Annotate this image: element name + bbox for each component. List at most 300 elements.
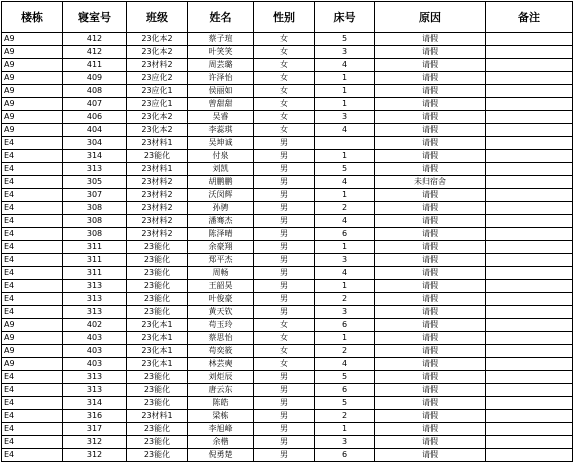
class-cell: 23能化 bbox=[127, 423, 188, 436]
notes-cell bbox=[486, 202, 573, 215]
building-cell: E4 bbox=[2, 150, 63, 163]
room-cell: 402 bbox=[63, 319, 127, 332]
class-cell: 23化本2 bbox=[127, 33, 188, 46]
gender-cell: 女 bbox=[254, 124, 315, 137]
bed-cell: 4 bbox=[315, 267, 375, 280]
name-cell: 周畅 bbox=[188, 267, 254, 280]
gender-cell: 男 bbox=[254, 306, 315, 319]
reason-cell: 请假 bbox=[375, 306, 486, 319]
room-cell: 409 bbox=[63, 72, 127, 85]
name-cell: 周芸璐 bbox=[188, 59, 254, 72]
notes-cell bbox=[486, 423, 573, 436]
bed-cell: 2 bbox=[315, 202, 375, 215]
building-cell: E4 bbox=[2, 241, 63, 254]
reason-cell: 请假 bbox=[375, 85, 486, 98]
bed-cell: 5 bbox=[315, 397, 375, 410]
building-cell: A9 bbox=[2, 85, 63, 98]
gender-cell: 女 bbox=[254, 46, 315, 59]
name-cell: 许泽怡 bbox=[188, 72, 254, 85]
notes-cell bbox=[486, 293, 573, 306]
bed-cell: 1 bbox=[315, 241, 375, 254]
building-cell: E4 bbox=[2, 280, 63, 293]
building-cell: E4 bbox=[2, 176, 63, 189]
table-row bbox=[2, 98, 573, 111]
class-cell: 23能化 bbox=[127, 371, 188, 384]
name-cell: 刘炬辰 bbox=[188, 371, 254, 384]
table-row bbox=[2, 111, 573, 124]
bed-cell: 1 bbox=[315, 189, 375, 202]
bed-cell: 3 bbox=[315, 306, 375, 319]
building-cell: E4 bbox=[2, 371, 63, 384]
class-cell: 23化本2 bbox=[127, 111, 188, 124]
table-row bbox=[2, 293, 573, 306]
gender-cell: 女 bbox=[254, 332, 315, 345]
reason-cell: 请假 bbox=[375, 189, 486, 202]
building-cell: A9 bbox=[2, 111, 63, 124]
name-cell: 曾甜甜 bbox=[188, 98, 254, 111]
gender-cell: 男 bbox=[254, 228, 315, 241]
table-row bbox=[2, 397, 573, 410]
gender-cell: 女 bbox=[254, 319, 315, 332]
table-row bbox=[2, 332, 573, 345]
class-cell: 23材料1 bbox=[127, 137, 188, 150]
notes-cell bbox=[486, 228, 573, 241]
class-cell: 23能化 bbox=[127, 150, 188, 163]
room-cell: 313 bbox=[63, 163, 127, 176]
room-cell: 311 bbox=[63, 254, 127, 267]
reason-cell: 请假 bbox=[375, 397, 486, 410]
class-cell: 23能化 bbox=[127, 436, 188, 449]
notes-cell bbox=[486, 46, 573, 59]
class-cell: 23材料2 bbox=[127, 59, 188, 72]
room-cell: 305 bbox=[63, 176, 127, 189]
reason-cell: 请假 bbox=[375, 423, 486, 436]
reason-cell: 请假 bbox=[375, 293, 486, 306]
name-cell: 蔡子瑄 bbox=[188, 33, 254, 46]
class-cell: 23材料2 bbox=[127, 176, 188, 189]
table-row bbox=[2, 46, 573, 59]
class-cell: 23能化 bbox=[127, 241, 188, 254]
room-cell: 403 bbox=[63, 358, 127, 371]
building-cell: E4 bbox=[2, 137, 63, 150]
bed-cell: 3 bbox=[315, 46, 375, 59]
gender-cell: 男 bbox=[254, 410, 315, 423]
class-cell: 23化本1 bbox=[127, 358, 188, 371]
table-row bbox=[2, 358, 573, 371]
bed-cell: 4 bbox=[315, 124, 375, 137]
bed-cell: 1 bbox=[315, 150, 375, 163]
notes-cell bbox=[486, 215, 573, 228]
table-row bbox=[2, 137, 573, 150]
table-row bbox=[2, 85, 573, 98]
reason-cell: 请假 bbox=[375, 436, 486, 449]
table-row bbox=[2, 202, 573, 215]
class-cell: 23应化1 bbox=[127, 98, 188, 111]
reason-cell: 请假 bbox=[375, 371, 486, 384]
notes-cell bbox=[486, 33, 573, 46]
room-cell: 412 bbox=[63, 33, 127, 46]
building-cell: E4 bbox=[2, 228, 63, 241]
reason-cell: 请假 bbox=[375, 215, 486, 228]
gender-cell: 男 bbox=[254, 163, 315, 176]
reason-cell: 请假 bbox=[375, 59, 486, 72]
table-row bbox=[2, 215, 573, 228]
notes-cell bbox=[486, 280, 573, 293]
class-cell: 23材料1 bbox=[127, 163, 188, 176]
bed-cell: 1 bbox=[315, 72, 375, 85]
reason-cell: 请假 bbox=[375, 449, 486, 462]
table-row bbox=[2, 280, 573, 293]
notes-cell bbox=[486, 267, 573, 280]
table-row bbox=[2, 384, 573, 397]
building-cell: A9 bbox=[2, 345, 63, 358]
building-cell: E4 bbox=[2, 254, 63, 267]
bed-cell: 4 bbox=[315, 215, 375, 228]
bed-cell: 1 bbox=[315, 98, 375, 111]
table-row bbox=[2, 241, 573, 254]
reason-cell: 请假 bbox=[375, 345, 486, 358]
bed-cell: 2 bbox=[315, 410, 375, 423]
gender-cell: 男 bbox=[254, 267, 315, 280]
notes-cell bbox=[486, 98, 573, 111]
name-cell: 余楷 bbox=[188, 436, 254, 449]
room-cell: 317 bbox=[63, 423, 127, 436]
header-name: 姓名 bbox=[188, 2, 254, 33]
building-cell: E4 bbox=[2, 267, 63, 280]
table-row bbox=[2, 72, 573, 85]
gender-cell: 女 bbox=[254, 72, 315, 85]
gender-cell: 男 bbox=[254, 215, 315, 228]
notes-cell bbox=[486, 85, 573, 98]
name-cell: 吴坤诚 bbox=[188, 137, 254, 150]
bed-cell: 3 bbox=[315, 436, 375, 449]
class-cell: 23能化 bbox=[127, 280, 188, 293]
notes-cell bbox=[486, 241, 573, 254]
reason-cell: 请假 bbox=[375, 228, 486, 241]
header-reason: 原因 bbox=[375, 2, 486, 33]
room-cell: 312 bbox=[63, 449, 127, 462]
header-notes: 备注 bbox=[486, 2, 573, 33]
room-cell: 314 bbox=[63, 150, 127, 163]
reason-cell: 请假 bbox=[375, 150, 486, 163]
gender-cell: 男 bbox=[254, 189, 315, 202]
class-cell: 23化本1 bbox=[127, 332, 188, 345]
gender-cell: 男 bbox=[254, 436, 315, 449]
reason-cell: 请假 bbox=[375, 254, 486, 267]
bed-cell: 6 bbox=[315, 449, 375, 462]
reason-cell: 请假 bbox=[375, 384, 486, 397]
name-cell: 王韶昊 bbox=[188, 280, 254, 293]
class-cell: 23化本2 bbox=[127, 46, 188, 59]
absence-table bbox=[1, 1, 573, 462]
room-cell: 407 bbox=[63, 98, 127, 111]
room-cell: 307 bbox=[63, 189, 127, 202]
building-cell: E4 bbox=[2, 202, 63, 215]
bed-cell: 3 bbox=[315, 111, 375, 124]
name-cell: 余豪翔 bbox=[188, 241, 254, 254]
name-cell: 郑平杰 bbox=[188, 254, 254, 267]
gender-cell: 女 bbox=[254, 345, 315, 358]
class-cell: 23化本2 bbox=[127, 124, 188, 137]
name-cell: 李蕊琪 bbox=[188, 124, 254, 137]
notes-cell bbox=[486, 371, 573, 384]
notes-cell bbox=[486, 358, 573, 371]
gender-cell: 女 bbox=[254, 358, 315, 371]
header-bed: 床号 bbox=[315, 2, 375, 33]
reason-cell: 请假 bbox=[375, 33, 486, 46]
gender-cell: 男 bbox=[254, 371, 315, 384]
bed-cell: 4 bbox=[315, 358, 375, 371]
name-cell: 林芸奭 bbox=[188, 358, 254, 371]
building-cell: E4 bbox=[2, 215, 63, 228]
room-cell: 313 bbox=[63, 384, 127, 397]
bed-cell: 1 bbox=[315, 280, 375, 293]
notes-cell bbox=[486, 384, 573, 397]
reason-cell: 请假 bbox=[375, 410, 486, 423]
name-cell: 刘凯 bbox=[188, 163, 254, 176]
name-cell: 沃闵辉 bbox=[188, 189, 254, 202]
class-cell: 23应化2 bbox=[127, 72, 188, 85]
bed-cell: 6 bbox=[315, 319, 375, 332]
reason-cell: 请假 bbox=[375, 319, 486, 332]
class-cell: 23能化 bbox=[127, 254, 188, 267]
room-cell: 403 bbox=[63, 345, 127, 358]
table-row bbox=[2, 163, 573, 176]
gender-cell: 男 bbox=[254, 449, 315, 462]
room-cell: 404 bbox=[63, 124, 127, 137]
name-cell: 苟奕筱 bbox=[188, 345, 254, 358]
gender-cell: 男 bbox=[254, 241, 315, 254]
building-cell: A9 bbox=[2, 72, 63, 85]
class-cell: 23能化 bbox=[127, 384, 188, 397]
reason-cell: 未归宿舍 bbox=[375, 176, 486, 189]
room-cell: 411 bbox=[63, 59, 127, 72]
class-cell: 23化本1 bbox=[127, 345, 188, 358]
table-row bbox=[2, 176, 573, 189]
room-cell: 308 bbox=[63, 202, 127, 215]
attendance-sheet bbox=[1, 1, 573, 462]
class-cell: 23能化 bbox=[127, 306, 188, 319]
notes-cell bbox=[486, 176, 573, 189]
bed-cell: 1 bbox=[315, 332, 375, 345]
class-cell: 23能化 bbox=[127, 397, 188, 410]
gender-cell: 男 bbox=[254, 293, 315, 306]
building-cell: A9 bbox=[2, 33, 63, 46]
notes-cell bbox=[486, 436, 573, 449]
name-cell: 陈皓 bbox=[188, 397, 254, 410]
room-cell: 308 bbox=[63, 228, 127, 241]
notes-cell bbox=[486, 124, 573, 137]
room-cell: 304 bbox=[63, 137, 127, 150]
reason-cell: 请假 bbox=[375, 98, 486, 111]
reason-cell: 请假 bbox=[375, 111, 486, 124]
notes-cell bbox=[486, 111, 573, 124]
building-cell: E4 bbox=[2, 163, 63, 176]
name-cell: 侯丽如 bbox=[188, 85, 254, 98]
header-gender: 性别 bbox=[254, 2, 315, 33]
table-row bbox=[2, 306, 573, 319]
gender-cell: 女 bbox=[254, 111, 315, 124]
building-cell: E4 bbox=[2, 306, 63, 319]
room-cell: 316 bbox=[63, 410, 127, 423]
table-row bbox=[2, 228, 573, 241]
bed-cell bbox=[315, 137, 375, 150]
notes-cell bbox=[486, 410, 573, 423]
notes-cell bbox=[486, 254, 573, 267]
building-cell: E4 bbox=[2, 293, 63, 306]
name-cell: 蔡思怡 bbox=[188, 332, 254, 345]
class-cell: 23应化1 bbox=[127, 85, 188, 98]
reason-cell: 请假 bbox=[375, 202, 486, 215]
reason-cell: 请假 bbox=[375, 137, 486, 150]
reason-cell: 请假 bbox=[375, 358, 486, 371]
gender-cell: 女 bbox=[254, 98, 315, 111]
building-cell: E4 bbox=[2, 189, 63, 202]
name-cell: 陈泽晴 bbox=[188, 228, 254, 241]
class-cell: 23材料1 bbox=[127, 410, 188, 423]
notes-cell bbox=[486, 189, 573, 202]
table-row bbox=[2, 436, 573, 449]
gender-cell: 男 bbox=[254, 280, 315, 293]
building-cell: E4 bbox=[2, 397, 63, 410]
reason-cell: 请假 bbox=[375, 124, 486, 137]
class-cell: 23材料2 bbox=[127, 215, 188, 228]
gender-cell: 男 bbox=[254, 176, 315, 189]
bed-cell: 5 bbox=[315, 371, 375, 384]
name-cell: 潘骞杰 bbox=[188, 215, 254, 228]
bed-cell: 2 bbox=[315, 293, 375, 306]
table-row bbox=[2, 150, 573, 163]
room-cell: 311 bbox=[63, 267, 127, 280]
table-row bbox=[2, 345, 573, 358]
notes-cell bbox=[486, 150, 573, 163]
table-row bbox=[2, 267, 573, 280]
table-row bbox=[2, 449, 573, 462]
gender-cell: 女 bbox=[254, 33, 315, 46]
bed-cell: 5 bbox=[315, 33, 375, 46]
bed-cell: 1 bbox=[315, 85, 375, 98]
header-class: 班级 bbox=[127, 2, 188, 33]
notes-cell bbox=[486, 397, 573, 410]
building-cell: A9 bbox=[2, 98, 63, 111]
building-cell: A9 bbox=[2, 358, 63, 371]
class-cell: 23材料2 bbox=[127, 202, 188, 215]
room-cell: 412 bbox=[63, 46, 127, 59]
table-row bbox=[2, 254, 573, 267]
notes-cell bbox=[486, 59, 573, 72]
room-cell: 313 bbox=[63, 306, 127, 319]
notes-cell bbox=[486, 137, 573, 150]
name-cell: 叶俊豪 bbox=[188, 293, 254, 306]
bed-cell: 3 bbox=[315, 254, 375, 267]
room-cell: 313 bbox=[63, 371, 127, 384]
name-cell: 胡鹏鹏 bbox=[188, 176, 254, 189]
building-cell: E4 bbox=[2, 449, 63, 462]
name-cell: 唐云东 bbox=[188, 384, 254, 397]
table-row bbox=[2, 371, 573, 384]
notes-cell bbox=[486, 332, 573, 345]
room-cell: 313 bbox=[63, 293, 127, 306]
reason-cell: 请假 bbox=[375, 332, 486, 345]
notes-cell bbox=[486, 306, 573, 319]
building-cell: E4 bbox=[2, 384, 63, 397]
notes-cell bbox=[486, 345, 573, 358]
gender-cell: 男 bbox=[254, 150, 315, 163]
table-row bbox=[2, 189, 573, 202]
bed-cell: 4 bbox=[315, 176, 375, 189]
gender-cell: 男 bbox=[254, 397, 315, 410]
bed-cell: 6 bbox=[315, 228, 375, 241]
table-row bbox=[2, 410, 573, 423]
name-cell: 吴睿 bbox=[188, 111, 254, 124]
notes-cell bbox=[486, 449, 573, 462]
building-cell: E4 bbox=[2, 423, 63, 436]
building-cell: A9 bbox=[2, 46, 63, 59]
bed-cell: 4 bbox=[315, 59, 375, 72]
notes-cell bbox=[486, 163, 573, 176]
header-row bbox=[2, 2, 573, 33]
gender-cell: 男 bbox=[254, 384, 315, 397]
name-cell: 李旭峰 bbox=[188, 423, 254, 436]
building-cell: A9 bbox=[2, 319, 63, 332]
name-cell: 梁栋 bbox=[188, 410, 254, 423]
bed-cell: 2 bbox=[315, 345, 375, 358]
building-cell: E4 bbox=[2, 436, 63, 449]
reason-cell: 请假 bbox=[375, 267, 486, 280]
room-cell: 311 bbox=[63, 241, 127, 254]
class-cell: 23能化 bbox=[127, 293, 188, 306]
gender-cell: 男 bbox=[254, 137, 315, 150]
class-cell: 23能化 bbox=[127, 267, 188, 280]
bed-cell: 5 bbox=[315, 163, 375, 176]
building-cell: E4 bbox=[2, 410, 63, 423]
gender-cell: 女 bbox=[254, 59, 315, 72]
room-cell: 406 bbox=[63, 111, 127, 124]
table-row bbox=[2, 33, 573, 46]
reason-cell: 请假 bbox=[375, 241, 486, 254]
room-cell: 403 bbox=[63, 332, 127, 345]
table-row bbox=[2, 319, 573, 332]
notes-cell bbox=[486, 319, 573, 332]
table-row bbox=[2, 423, 573, 436]
bed-cell: 1 bbox=[315, 423, 375, 436]
class-cell: 23化本1 bbox=[127, 319, 188, 332]
room-cell: 312 bbox=[63, 436, 127, 449]
gender-cell: 男 bbox=[254, 423, 315, 436]
name-cell: 叶笑笑 bbox=[188, 46, 254, 59]
building-cell: A9 bbox=[2, 124, 63, 137]
reason-cell: 请假 bbox=[375, 280, 486, 293]
gender-cell: 男 bbox=[254, 254, 315, 267]
table-row bbox=[2, 59, 573, 72]
table-row bbox=[2, 124, 573, 137]
header-building: 楼栋 bbox=[2, 2, 63, 33]
room-cell: 313 bbox=[63, 280, 127, 293]
building-cell: A9 bbox=[2, 59, 63, 72]
class-cell: 23材料2 bbox=[127, 189, 188, 202]
room-cell: 308 bbox=[63, 215, 127, 228]
bed-cell: 6 bbox=[315, 384, 375, 397]
header-room: 寝室号 bbox=[63, 2, 127, 33]
name-cell: 黄天钦 bbox=[188, 306, 254, 319]
gender-cell: 女 bbox=[254, 85, 315, 98]
class-cell: 23材料2 bbox=[127, 228, 188, 241]
name-cell: 付泉 bbox=[188, 150, 254, 163]
building-cell: A9 bbox=[2, 332, 63, 345]
room-cell: 314 bbox=[63, 397, 127, 410]
name-cell: 孙骋 bbox=[188, 202, 254, 215]
reason-cell: 请假 bbox=[375, 46, 486, 59]
